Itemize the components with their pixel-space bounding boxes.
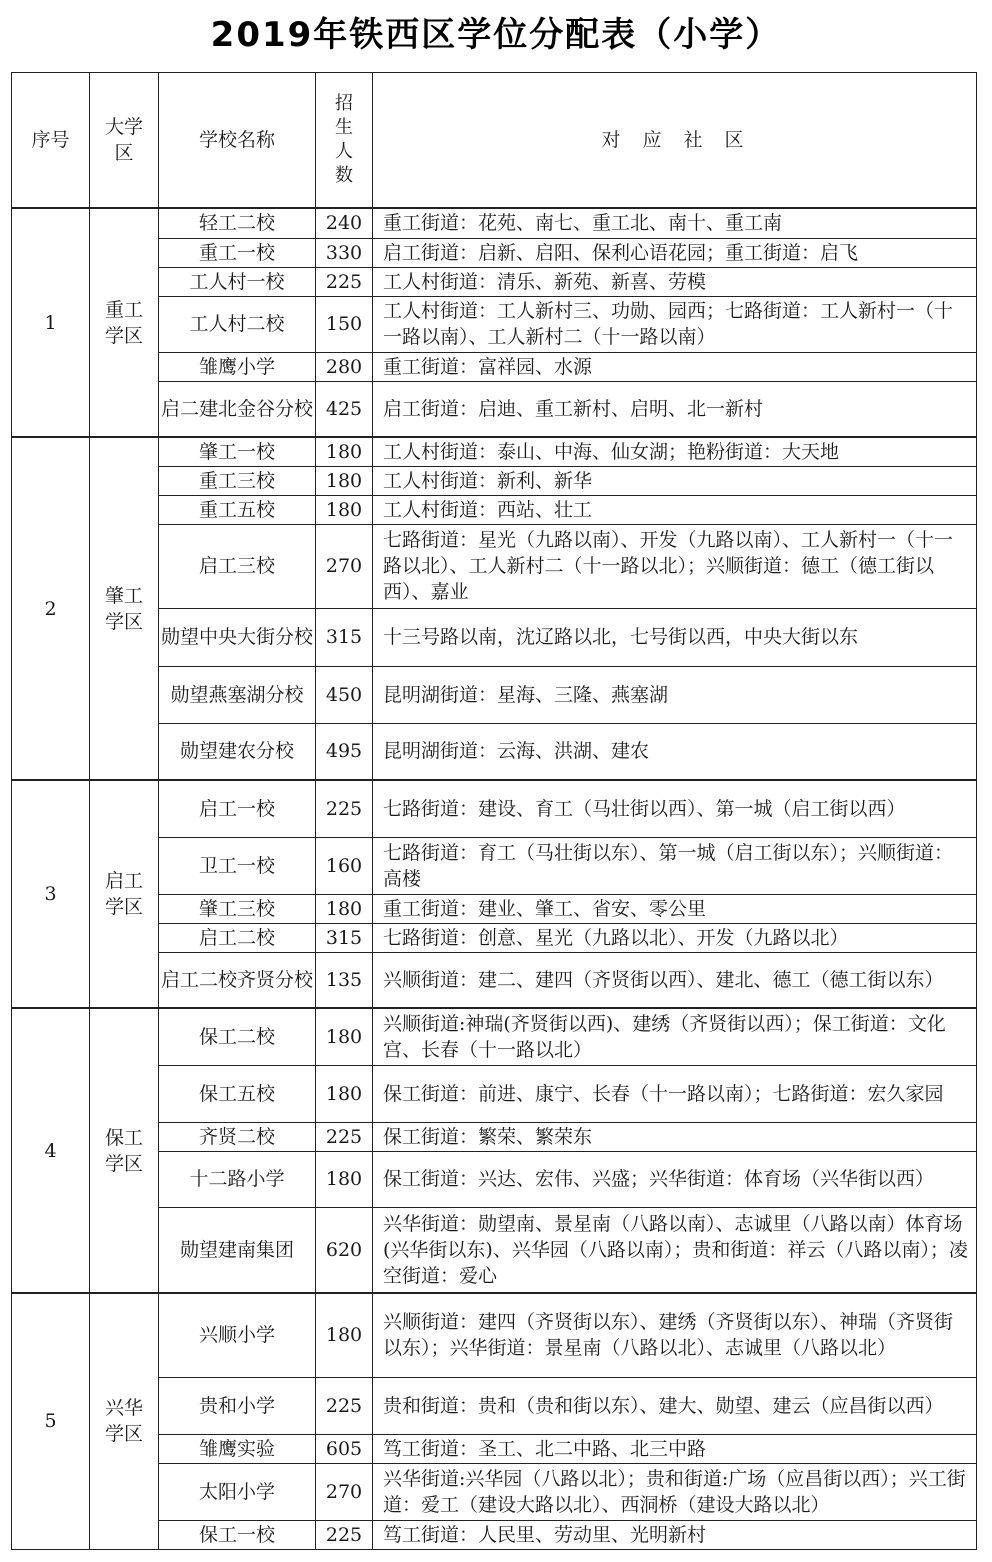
school-enrollment: 450 (316, 666, 373, 723)
school-communities: 兴顺街道:神瑞(齐贤街以西)、建绣（齐贤街以西）；保工街道：文化宫、长春（十一路以北） (373, 1008, 977, 1065)
table-row (12, 437, 977, 466)
table-row (12, 780, 977, 837)
school-enrollment: 225 (316, 1122, 373, 1151)
group-zone-label: 保工学区 (104, 1126, 143, 1175)
school-enrollment: 280 (316, 352, 373, 381)
school-enrollment: 225 (316, 267, 373, 296)
school-name: 启工三校 (159, 524, 316, 608)
school-communities: 工人村街道：新利、新华 (373, 466, 977, 495)
school-communities: 笃工街道：圣工、北二中路、北三中路 (373, 1434, 977, 1463)
school-enrollment: 135 (316, 952, 373, 1008)
school-name: 卫工一校 (159, 837, 316, 894)
school-name: 工人村二校 (159, 296, 316, 352)
school-enrollment: 180 (316, 1008, 373, 1065)
school-enrollment: 330 (316, 238, 373, 267)
school-communities: 笃工街道：人民里、劳动里、光明新村 (373, 1520, 977, 1549)
school-enrollment: 180 (316, 466, 373, 495)
school-enrollment: 270 (316, 524, 373, 608)
school-name: 雏鹰实验 (159, 1434, 316, 1463)
school-communities: 工人村街道：工人新村三、功勋、园西；七路街道：工人新村一（十一路以南）、工人新村二（十一路以南） (373, 296, 977, 352)
school-communities: 重工街道：建业、肇工、省安、零公里 (373, 894, 977, 923)
school-communities: 保工街道：前进、康宁、长春（十一路以南）；七路街道：宏久家园 (373, 1065, 977, 1122)
table-row (12, 208, 977, 238)
school-name: 兴顺小学 (159, 1293, 316, 1377)
school-name: 贵和小学 (159, 1377, 316, 1434)
school-name: 启二建北金谷分校 (159, 381, 316, 437)
table-row (12, 1293, 977, 1377)
group-zone (90, 1293, 159, 1549)
school-communities: 工人村街道：清乐、新苑、新喜、劳模 (373, 267, 977, 296)
school-enrollment: 270 (316, 1463, 373, 1520)
group-seq: 5 (12, 1293, 90, 1549)
header-school-name: 学校名称 (159, 73, 316, 209)
group-zone (90, 437, 159, 780)
school-communities: 十三号路以南，沈辽路以北，七号街以西，中央大街以东 (373, 608, 977, 666)
school-name: 十二路小学 (159, 1151, 316, 1207)
header-zone-label: 大学区 (104, 116, 143, 164)
school-name: 启工二校齐贤分校 (159, 952, 316, 1008)
school-name: 齐贤二校 (159, 1122, 316, 1151)
school-enrollment: 315 (316, 608, 373, 666)
school-enrollment: 160 (316, 837, 373, 894)
school-enrollment: 150 (316, 296, 373, 352)
group-zone (90, 780, 159, 1008)
school-name: 启工二校 (159, 923, 316, 952)
group-seq: 2 (12, 437, 90, 780)
school-name: 保工一校 (159, 1520, 316, 1549)
group-zone-label: 启工学区 (104, 870, 143, 918)
school-name: 工人村一校 (159, 267, 316, 296)
group-zone-label: 肇工学区 (104, 584, 143, 633)
table-row (12, 1008, 977, 1065)
school-enrollment: 180 (316, 1293, 373, 1377)
page-title: 2019年铁西区学位分配表（小学） (210, 15, 782, 55)
school-enrollment: 225 (316, 780, 373, 837)
school-enrollment: 495 (316, 723, 373, 780)
school-communities: 七路街道：星光（九路以南）、开发（九路以南）、工人新村一（十一路以北）、工人新村二（十一路以北）；兴顺街道：德工（德工街以西）、嘉业 (373, 524, 977, 608)
header-seq: 序号 (12, 73, 90, 209)
school-communities: 重工街道：花苑、南七、重工北、南十、重工南 (373, 208, 977, 238)
group-zone-label: 兴华学区 (104, 1397, 143, 1446)
school-communities: 保工街道：兴达、宏伟、兴盛；兴华街道：体育场（兴华街以西） (373, 1151, 977, 1207)
school-communities: 重工街道：富祥园、水源 (373, 352, 977, 381)
group-seq: 3 (12, 780, 90, 1008)
school-enrollment: 180 (316, 437, 373, 466)
school-name: 勋望建南集团 (159, 1207, 316, 1293)
school-name: 雏鹰小学 (159, 352, 316, 381)
school-communities: 工人村街道：泰山、中海、仙女湖；艳粉街道：大天地 (373, 437, 977, 466)
group-zone (90, 208, 159, 437)
school-enrollment: 225 (316, 1377, 373, 1434)
group-seq: 1 (12, 208, 90, 437)
school-name: 重工五校 (159, 495, 316, 524)
header-enrollment-label: 招生人数 (335, 93, 353, 186)
school-name: 勋望建农分校 (159, 723, 316, 780)
school-allocation-table (11, 72, 977, 1550)
school-name: 太阳小学 (159, 1463, 316, 1520)
header-zone (90, 73, 159, 209)
school-name: 勋望中央大街分校 (159, 608, 316, 666)
header-communities: 对 应 社 区 (373, 73, 977, 209)
school-communities: 保工街道：繁荣、繁荣东 (373, 1122, 977, 1151)
school-name: 启工一校 (159, 780, 316, 837)
group-zone-label: 重工学区 (104, 298, 143, 347)
school-name: 肇工三校 (159, 894, 316, 923)
school-communities: 七路街道：建设、育工（马壮街以西）、第一城（启工街以西） (373, 780, 977, 837)
school-name: 轻工二校 (159, 208, 316, 238)
school-enrollment: 425 (316, 381, 373, 437)
school-enrollment: 180 (316, 1065, 373, 1122)
school-communities: 昆明湖街道：云海、洪湖、建农 (373, 723, 977, 780)
school-name: 重工一校 (159, 238, 316, 267)
school-enrollment: 620 (316, 1207, 373, 1293)
school-name: 勋望燕塞湖分校 (159, 666, 316, 723)
school-name: 保工五校 (159, 1065, 316, 1122)
school-name: 重工三校 (159, 466, 316, 495)
school-name: 肇工一校 (159, 437, 316, 466)
school-communities: 七路街道：育工（马壮街以东）、第一城（启工街以东）；兴顺街道：高楼 (373, 837, 977, 894)
school-enrollment: 315 (316, 923, 373, 952)
table-header-row (12, 73, 977, 209)
school-communities: 工人村街道：西站、壮工 (373, 495, 977, 524)
school-enrollment: 180 (316, 495, 373, 524)
group-seq: 4 (12, 1008, 90, 1293)
school-name: 保工二校 (159, 1008, 316, 1065)
school-communities: 昆明湖街道：星海、三隆、燕塞湖 (373, 666, 977, 723)
table-body (12, 208, 977, 1549)
school-enrollment: 225 (316, 1520, 373, 1549)
school-communities: 七路街道：创意、星光（九路以北）、开发（九路以北） (373, 923, 977, 952)
school-enrollment: 240 (316, 208, 373, 238)
school-communities: 兴顺街道：建四（齐贤街以东）、建绣（齐贤街以东）、神瑞（齐贤街以东）；兴华街道：景星南（八路以北）、志诚里（八路以北） (373, 1293, 977, 1377)
school-enrollment: 180 (316, 1151, 373, 1207)
school-communities: 启工街道：启迪、重工新村、启明、北一新村 (373, 381, 977, 437)
school-communities: 启工街道：启新、启阳、保利心语花园；重工街道：启飞 (373, 238, 977, 267)
school-enrollment: 180 (316, 894, 373, 923)
group-zone (90, 1008, 159, 1293)
header-enrollment (316, 73, 373, 209)
school-enrollment: 605 (316, 1434, 373, 1463)
school-communities: 兴顺街道：建二、建四（齐贤街以西）、建北、德工（德工街以东） (373, 952, 977, 1008)
school-communities: 兴华街道:兴华园（八路以北）；贵和街道:广场（应昌街以西）；兴工街道：爱工（建设大路以北）、西洞桥（建设大路以北） (373, 1463, 977, 1520)
school-communities: 贵和街道：贵和（贵和街以东）、建大、勋望、建云（应昌街以西） (373, 1377, 977, 1434)
school-communities: 兴华街道：勋望南、景星南（八路以南）、志诚里（八路以南）体育场(兴华街以东)、兴华园（八路以南）；贵和街道：祥云（八路以南）；凌空街道：爱心 (373, 1207, 977, 1293)
